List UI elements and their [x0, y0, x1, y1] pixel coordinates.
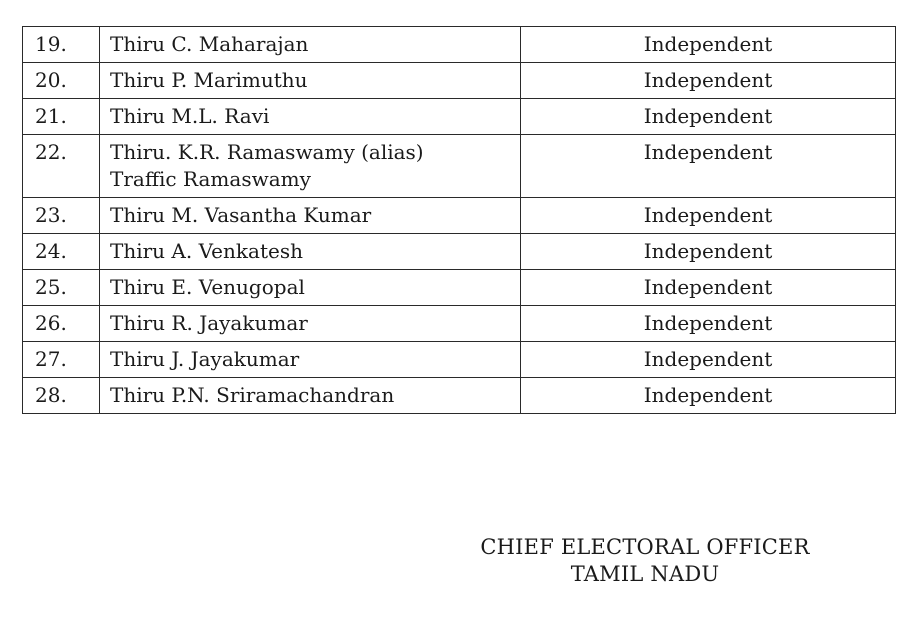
serial-number-cell: 22.	[23, 135, 100, 198]
party-cell: Independent	[521, 306, 896, 342]
table-row	[23, 27, 896, 63]
candidate-name-cell	[100, 135, 521, 198]
serial-number-cell: 26.	[23, 306, 100, 342]
candidate-name-line: Thiru R. Jayakumar	[110, 311, 308, 335]
candidate-name-cell	[100, 198, 521, 234]
candidate-name-line: Traffic Ramaswamy	[110, 167, 311, 191]
candidate-name-cell	[100, 342, 521, 378]
table-row	[23, 63, 896, 99]
candidate-name-line: Thiru P. Marimuthu	[110, 68, 308, 92]
officer-title: CHIEF ELECTORAL OFFICER	[480, 535, 810, 559]
serial-number-cell: 23.	[23, 198, 100, 234]
serial-number-cell: 27.	[23, 342, 100, 378]
table-row	[23, 99, 896, 135]
candidate-name-line: Thiru C. Maharajan	[110, 32, 309, 56]
table-row	[23, 342, 896, 378]
table-row	[23, 234, 896, 270]
party-cell: Independent	[521, 270, 896, 306]
candidate-name-cell	[100, 378, 521, 414]
candidate-name-cell	[100, 63, 521, 99]
serial-number-cell: 19.	[23, 27, 100, 63]
table-row	[23, 378, 896, 414]
table-row	[23, 135, 896, 198]
table-row	[23, 306, 896, 342]
candidate-name-line: Thiru P.N. Sriramachandran	[110, 383, 395, 407]
party-cell: Independent	[521, 27, 896, 63]
serial-number-cell: 24.	[23, 234, 100, 270]
candidate-name-cell	[100, 270, 521, 306]
candidate-name-line: Thiru. K.R. Ramaswamy (alias)	[110, 140, 424, 164]
serial-number-cell: 28.	[23, 378, 100, 414]
table-row	[23, 270, 896, 306]
serial-number-cell: 25.	[23, 270, 100, 306]
party-cell: Independent	[521, 342, 896, 378]
party-cell: Independent	[521, 234, 896, 270]
candidate-name-line: Thiru M.L. Ravi	[110, 104, 270, 128]
candidates-table	[22, 26, 896, 414]
candidate-name-cell	[100, 27, 521, 63]
candidate-name-line: Thiru M. Vasantha Kumar	[110, 203, 372, 227]
signature-block	[445, 534, 845, 588]
party-cell: Independent	[521, 378, 896, 414]
candidate-name-line: Thiru E. Venugopal	[110, 275, 305, 299]
table-row	[23, 198, 896, 234]
candidate-name-cell	[100, 234, 521, 270]
candidates-table-body	[23, 27, 896, 414]
party-cell: Independent	[521, 63, 896, 99]
candidate-name-cell	[100, 306, 521, 342]
party-cell: Independent	[521, 198, 896, 234]
candidate-name-line: Thiru J. Jayakumar	[110, 347, 300, 371]
party-cell: Independent	[521, 135, 896, 198]
candidate-name-cell	[100, 99, 521, 135]
serial-number-cell: 21.	[23, 99, 100, 135]
serial-number-cell: 20.	[23, 63, 100, 99]
party-cell: Independent	[521, 99, 896, 135]
candidate-name-line: Thiru A. Venkatesh	[110, 239, 303, 263]
officer-state: TAMIL NADU	[570, 562, 720, 586]
